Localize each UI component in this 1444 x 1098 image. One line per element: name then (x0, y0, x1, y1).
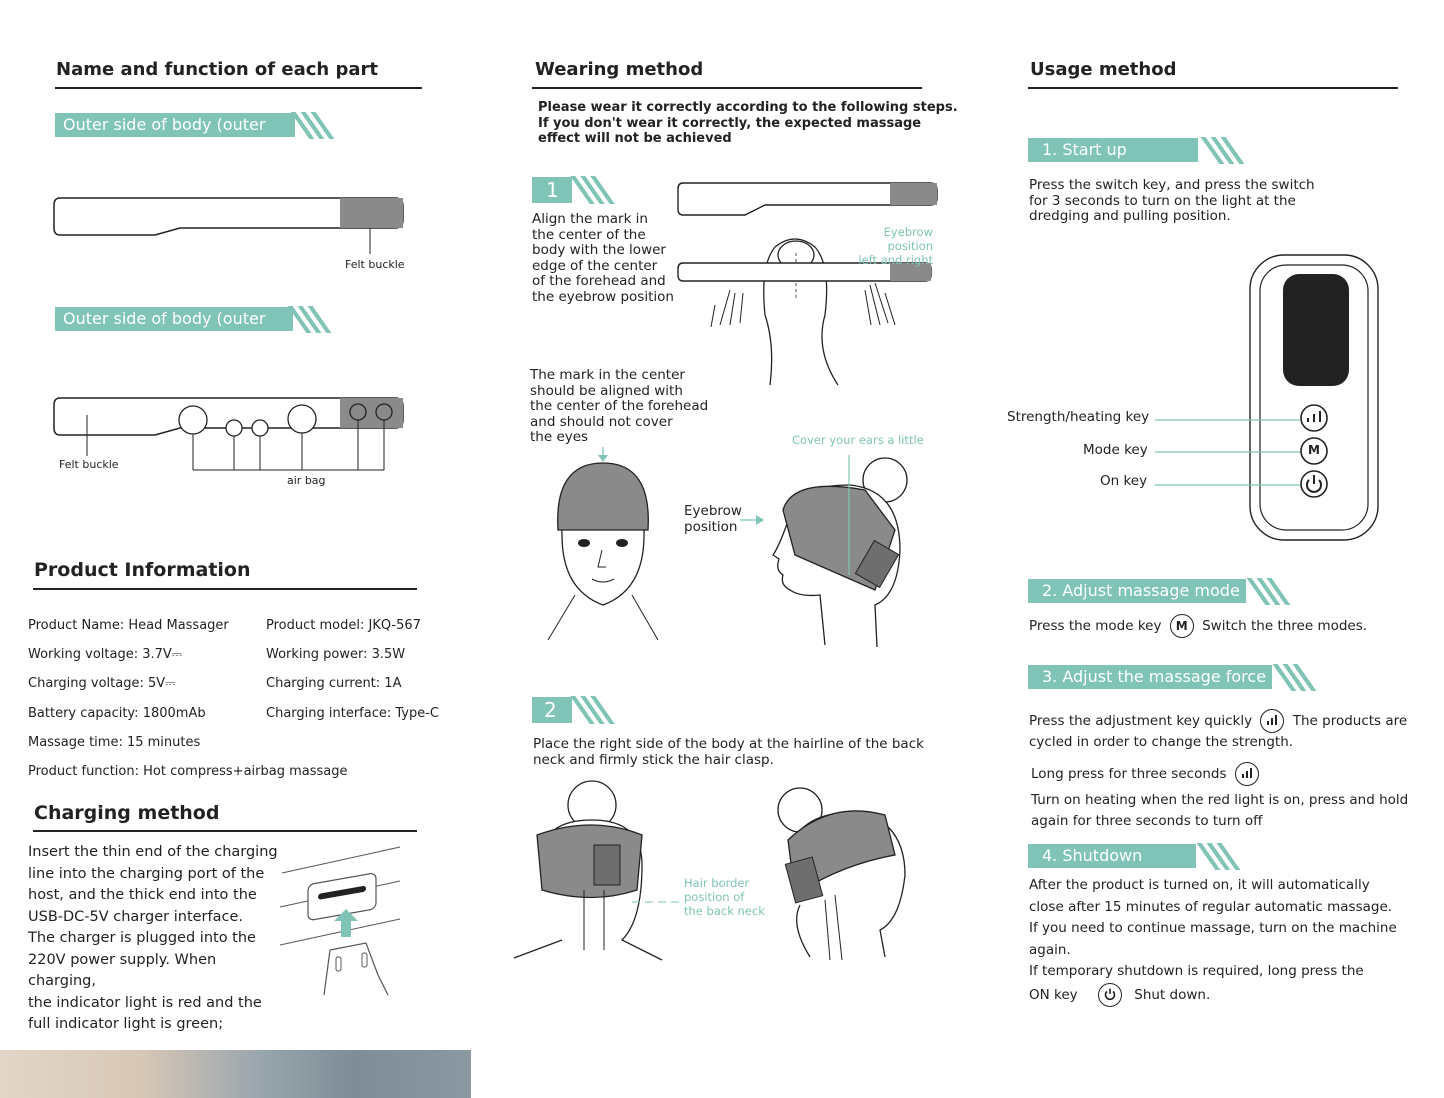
step2-badge: 2 (532, 697, 572, 723)
back-head-clasp-illustration (512, 780, 682, 960)
eyebrow-lr-line: Eyebrow position (883, 225, 933, 253)
info-item: Charging interface: Type-C (266, 706, 440, 721)
eyebrow-lr-line: left and right (858, 253, 933, 267)
charging-line: Insert the thin end of the charging (28, 844, 278, 860)
mode-text-post: Switch the three modes. (1202, 618, 1368, 634)
wearing-intro (538, 100, 958, 147)
charging-line: USB-DC-5V charger interface. (28, 908, 244, 925)
shutdown-line: If you need to continue massage, turn on the machine (1029, 920, 1397, 936)
cover-ears-label: Cover your ears a little (792, 433, 924, 447)
eyebrow-position-label (684, 504, 742, 535)
info-item: Product function: Hot compress+airbag massage (28, 764, 348, 779)
startup-line: for 3 seconds to turn on the light at the (1029, 192, 1296, 209)
force-line-1-pre: Press the adjustment key quickly (1029, 713, 1253, 729)
force-line-3-text: Long press for three seconds (1031, 766, 1227, 782)
shutdown-line: After the product is turned on, it will automatically (1029, 877, 1370, 893)
mode-key-icon: M (1170, 614, 1194, 638)
step1-badge: 1 (532, 177, 572, 203)
mark-text (530, 368, 708, 446)
force-line-2: cycled in order to change the strength. (1029, 734, 1294, 750)
startup-text (1029, 178, 1315, 225)
side-face-illustration (765, 455, 925, 650)
shutdown-text (1029, 875, 1397, 1007)
info-item: Massage time: 15 minutes (28, 735, 201, 750)
outer-side-banner-2: Outer side of body (outer side) (55, 307, 293, 331)
outer-side-banner-1: Outer side of body (outer side) (55, 113, 295, 137)
mark-line: the eyes (530, 429, 589, 445)
startup-line: dredging and pulling position. (1029, 208, 1231, 224)
wearing-intro-line: If you don't wear it correctly, the expected massage (538, 115, 922, 131)
hair-border-line: position of (684, 890, 745, 904)
eyebrow-lr-label (838, 225, 933, 267)
charging-line: The charger is plugged into the (28, 930, 256, 946)
startup-line: Press the switch key, and press the switch (1029, 177, 1315, 193)
side-head-clasp-illustration (770, 785, 920, 960)
shutdown-line: If temporary shutdown is required, long press the (1029, 963, 1364, 979)
hair-border-line: Hair border (684, 876, 750, 890)
parts-title-rule (55, 87, 422, 89)
wearing-rule (532, 87, 922, 89)
mode-key-label: Mode key (1083, 442, 1148, 458)
shutdown-on-line (1029, 983, 1397, 1007)
shutdown-line: close after 15 minutes of regular automatic massage. (1029, 898, 1393, 915)
force-line-1-post: The products are (1292, 713, 1408, 729)
step1-line: the center of the (532, 226, 646, 243)
step1-back-head-illustration (675, 175, 940, 385)
felt-buckle-label-1: Felt buckle (345, 258, 405, 271)
step1-line: Align the mark in (532, 211, 648, 227)
startup-banner: 1. Start up (1028, 138, 1198, 162)
controller-device (1245, 250, 1385, 545)
charging-text (28, 842, 288, 1036)
eyebrow-position-line: position (684, 518, 738, 535)
mode-banner: 2. Adjust massage mode (1028, 579, 1246, 603)
charging-line: 220V power supply. When charging, (28, 951, 217, 989)
mark-line: and should not cover (530, 413, 673, 430)
charging-port-illustration (278, 845, 408, 1000)
eyebrow-position-line: Eyebrow (684, 503, 742, 519)
info-item: Working power: 3.5W (266, 647, 406, 662)
step2-line: Place the right side of the body at the hairline of the back (533, 736, 924, 752)
info-item: Product Name: Head Massager (28, 618, 229, 633)
shutdown-banner: 4. Shutdown (1028, 844, 1196, 868)
charging-rule (33, 830, 417, 832)
strength-key-icon (1235, 762, 1259, 786)
mark-line: should be aligned with (530, 382, 683, 399)
charging-line: host, and the thick end into the (28, 887, 257, 903)
product-info-rule (33, 588, 417, 590)
hair-border-label (684, 876, 765, 918)
force-line-4: Turn on heating when the red light is on, press and hold (1031, 792, 1409, 808)
step1-line: edge of the center (532, 257, 658, 274)
mode-text (1029, 614, 1367, 638)
mode-key-glyph: M (1308, 443, 1320, 457)
step1-text (532, 212, 674, 305)
product-photo (0, 1050, 471, 1098)
wearing-title: Wearing method (535, 59, 704, 80)
wearing-intro-line: Please wear it correctly according to the following steps. (538, 100, 958, 115)
air-bag-label: air bag (287, 474, 326, 487)
force-line-5: again for three seconds to turn off (1031, 813, 1263, 829)
strength-key-icon (1260, 709, 1284, 733)
charging-title: Charging method (34, 802, 220, 824)
info-item: Product model: JKQ-567 (266, 618, 421, 633)
mode-text-pre: Press the mode key (1029, 618, 1162, 634)
eyebrow-arrow (740, 514, 765, 526)
step1-line: body with the lower (532, 242, 666, 258)
mark-line: the center of the forehead (530, 398, 709, 414)
usage-rule (1028, 87, 1398, 89)
shutdown-on-post: Shut down. (1134, 986, 1211, 1003)
strength-key-label: Strength/heating key (1007, 409, 1150, 425)
step2-text (533, 737, 924, 768)
force-line-1 (1029, 709, 1407, 733)
felt-buckle-label-2: Felt buckle (59, 458, 119, 471)
usage-title: Usage method (1030, 59, 1177, 80)
info-item: Charging current: 1A (266, 676, 402, 691)
hair-border-line: the back neck (684, 904, 765, 918)
charging-line: the indicator light is red and the (28, 994, 262, 1011)
power-key-icon (1098, 983, 1122, 1007)
mark-line: The mark in the center (530, 367, 685, 383)
shutdown-line: again. (1029, 941, 1071, 958)
step2-line: neck and firmly stick the hair clasp. (533, 751, 774, 768)
info-item: Working voltage: 3.7V⎓ (28, 647, 183, 662)
force-line-3 (1031, 762, 1263, 786)
info-item: Battery capacity: 1800mAb (28, 706, 206, 721)
step1-line: the eyebrow position (532, 288, 674, 305)
wearing-intro-line: effect will not be achieved (538, 131, 732, 146)
product-info-title: Product Information (34, 559, 251, 581)
force-banner: 3. Adjust the massage force (1028, 665, 1272, 689)
shutdown-on-pre: ON key (1029, 986, 1078, 1003)
front-face-illustration (540, 445, 665, 645)
parts-title: Name and function of each part (56, 59, 378, 80)
charging-line: line into the charging port of the (28, 865, 265, 882)
on-key-label: On key (1100, 473, 1148, 489)
charging-line: full indicator light is green; (28, 1016, 224, 1032)
info-item: Charging voltage: 5V⎓ (28, 676, 176, 691)
step1-line: of the forehead and (532, 273, 666, 289)
